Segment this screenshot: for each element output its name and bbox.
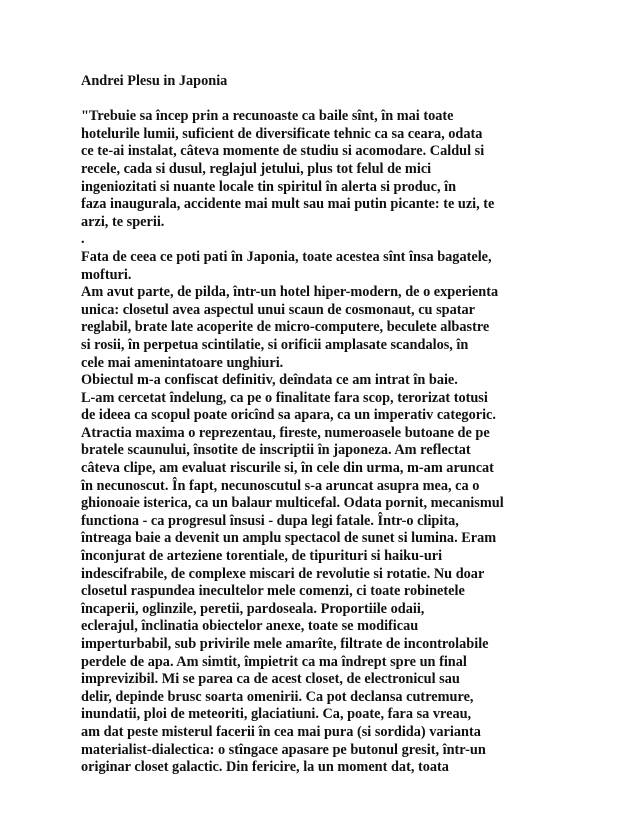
- text-line: perdele de apa. Am simtit, împietrit ca ma îndrept spre un final: [81, 653, 467, 670]
- text-line: unica: closetul avea aspectul unui scaun de cosmonaut, cu spatar: [81, 301, 475, 318]
- text-line: "Trebuie sa încep prin a recunoaste ca baile sînt, în mai toate: [81, 108, 454, 125]
- text-line: reglabil, brate late acoperite de micro-computere, beculete albastre: [81, 319, 490, 336]
- text-line: inundatii, ploi de meteoriti, glaciatiuni. Ca, poate, fara sa vreau,: [81, 706, 472, 723]
- text-line: întreaga baie a devenit un amplu spectacol de sunet si lumina. Eram: [81, 530, 497, 547]
- text-line: L-am cercetat îndelung, ca pe o finalitate fara scop, terorizat totusi: [81, 389, 488, 406]
- text-line: ce te-ai instalat, câteva momente de studiu si acomodare. Caldul si: [81, 143, 485, 160]
- text-line: imperturbabil, sub privirile mele amarîte, filtrate de incontrolabile: [81, 636, 489, 652]
- text-line: Atractia maxima o reprezentau, fireste, numeroasele butoane de pe: [81, 424, 490, 441]
- text-line: Fata de ceea ce poti pati în Japonia, toate acestea sînt însa bagatele,: [81, 248, 492, 265]
- text-line: am dat peste misterul facerii în cea mai pura (si sordida) varianta: [81, 723, 481, 740]
- text-line: indescifrabile, de complexe miscari de revolutie si rotatie. Nu doar: [81, 565, 485, 582]
- text-line: bratele scaunului, însotite de inscriptii în japoneza. Am reflectat: [81, 442, 471, 459]
- text-line: încaperii, oglinzile, peretii, pardoseala. Proportiile odaii,: [81, 600, 425, 617]
- text-line: câteva clipe, am evaluat riscurile si, în cele din urma, m-am aruncat: [81, 460, 494, 477]
- text-line: .: [81, 231, 85, 248]
- paragraph-gap: [81, 91, 551, 109]
- text-line: ingeniozitati si nuante locale tin spiritul în alerta si produc, în: [81, 178, 457, 195]
- text-line: imprevizibil. Mi se parea ca de acest closet, de electronicul sau: [81, 671, 460, 688]
- text-line: closetul raspundea inecultelor mele comenzi, ci toate robinetele: [81, 583, 465, 600]
- text-line: faza inaugurala, accidente mai mult sau mai putin picante: te uzi, te: [81, 196, 495, 213]
- text-line: Am avut parte, de pilda, într-un hotel hiper-modern, de o experienta: [81, 284, 499, 301]
- text-line: de ideea ca scopul poate oricînd sa apara, ca un imperativ categoric.: [81, 407, 496, 424]
- text-line: ghionoaie isterica, ca un balaur multicefal. Odata pornit, mecanismul: [81, 495, 504, 512]
- text-line: înconjurat de arteziene torentiale, de tipuriturі si haiku-uri: [81, 548, 443, 565]
- text-line: delir, depinde brusc soarta omenirii. Ca pot declansa cutremure,: [81, 688, 474, 705]
- text-line: în necunoscut. În fapt, necunoscutul s-a aruncat asupra mea, ca o: [81, 477, 480, 494]
- text-line: eclerajul, înclinatia obiectelor anexe, toate se modificau: [81, 618, 419, 635]
- text-line: hotelurile lumii, suficient de diversificate tehnic ca sa ceara, odata: [81, 125, 483, 142]
- text-line: cele mai amenintatoare unghiuri.: [81, 354, 284, 371]
- text-line: Obiectul m-a confiscat definitiv, deîndata ce am intrat în baie.: [81, 372, 458, 389]
- text-line: arzi, te sperii.: [81, 213, 165, 230]
- text-line: recele, cada si dusul, reglajul jetului, plus tot felul de mici: [81, 160, 432, 177]
- text-line: functiona - ca progresul însusi - dupa legi fatale. Într-o clipita,: [81, 512, 459, 529]
- text-line: mofturi.: [81, 266, 132, 283]
- text-line: si rosii, în perpetua scintilatie, si orificii amplasate scandalos, în: [81, 336, 469, 353]
- document-title: Andrei Plesu in Japonia: [81, 73, 228, 89]
- text-lines: [81, 108, 551, 777]
- document-body: [81, 73, 551, 777]
- text-line: materialist-dialectica: o stîngace apasare pe butonul gresit, într-un: [81, 741, 486, 758]
- text-line: originar closet galactic. Din fericire, la un moment dat, toata: [81, 759, 449, 776]
